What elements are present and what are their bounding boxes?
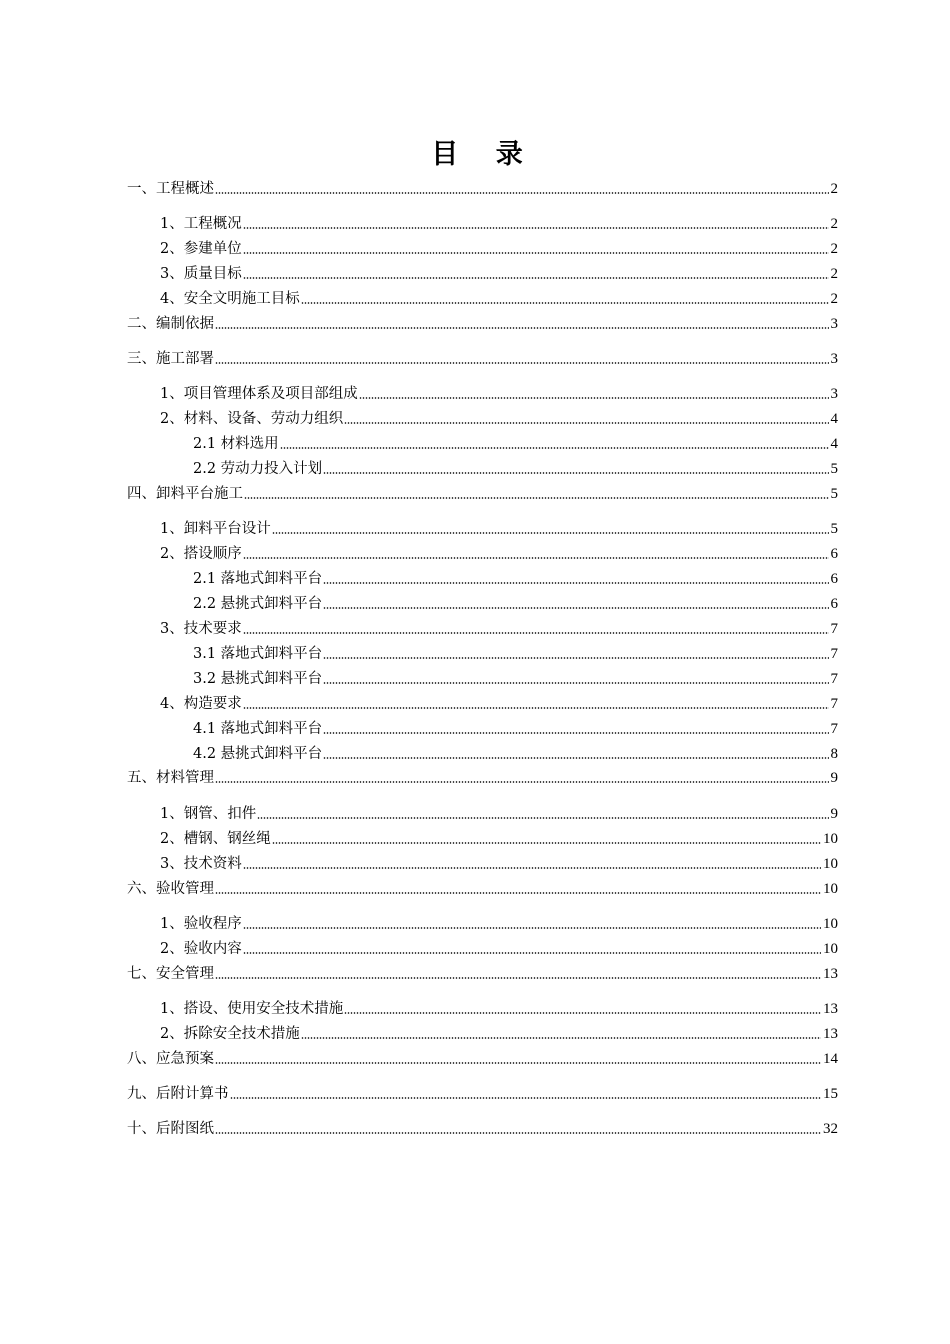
dot-leader	[243, 866, 821, 870]
toc-entry[interactable]	[127, 766, 838, 788]
dot-leader	[215, 191, 829, 195]
toc-entry-label: 4.1 落地式卸料平台	[193, 721, 323, 737]
toc-entry[interactable]	[160, 852, 838, 874]
toc-entry-label: 1、验收程序	[160, 916, 242, 932]
toc-entry[interactable]	[193, 592, 838, 614]
toc-entry-label: 1、钢管、扣件	[160, 806, 257, 822]
toc-title: 目 录	[431, 139, 537, 170]
toc-entry-page: 13	[823, 1026, 838, 1042]
toc-entry[interactable]	[127, 312, 838, 334]
toc-entry-label: 二、编制依据	[127, 316, 214, 332]
dot-leader	[215, 361, 829, 365]
toc-entry[interactable]	[160, 997, 838, 1019]
toc-entry[interactable]	[127, 482, 838, 504]
toc-entry-page: 7	[830, 621, 838, 637]
toc-entry-page: 2	[830, 241, 838, 257]
toc-entry[interactable]	[160, 407, 838, 429]
toc-entry-page: 10	[823, 881, 838, 897]
toc-entry[interactable]	[160, 382, 838, 404]
toc-entry-label: 3、技术资料	[160, 856, 242, 872]
toc-entry[interactable]	[160, 802, 838, 824]
toc-entry-label: 2.2 悬挑式卸料平台	[193, 596, 323, 612]
toc-entry[interactable]	[160, 542, 838, 564]
dot-leader	[280, 446, 829, 450]
toc-entry-page: 6	[830, 546, 838, 562]
dot-leader	[323, 656, 828, 660]
toc-entry-label: 五、材料管理	[127, 770, 214, 786]
toc-entry-label: 3、技术要求	[160, 621, 242, 637]
toc-entry-page: 5	[830, 486, 838, 502]
toc-entry-page: 7	[830, 721, 838, 737]
dot-leader	[323, 756, 828, 760]
toc-entry-label: 2.1 材料选用	[193, 436, 279, 452]
toc-entry-page: 7	[830, 646, 838, 662]
toc-entry-label: 六、验收管理	[127, 881, 214, 897]
dot-leader	[272, 531, 829, 535]
toc-entry-page: 10	[823, 856, 838, 872]
toc-entry-page: 6	[830, 596, 838, 612]
toc-entry-page: 10	[823, 916, 838, 932]
toc-entry[interactable]	[127, 347, 838, 369]
dot-leader	[243, 631, 829, 635]
toc-entry-page: 14	[823, 1051, 838, 1067]
dot-leader	[215, 1131, 821, 1135]
toc-entry-page: 2	[830, 216, 838, 232]
dot-leader	[243, 556, 829, 560]
toc-entry-label: 2、搭设顺序	[160, 546, 242, 562]
toc-entry-page: 4	[830, 411, 838, 427]
toc-entry-label: 2.1 落地式卸料平台	[193, 571, 323, 587]
toc-entry-label: 3、质量目标	[160, 266, 242, 282]
dot-leader	[344, 421, 828, 425]
toc-entry-label: 1、工程概况	[160, 216, 242, 232]
toc-entry-label: 2、验收内容	[160, 941, 242, 957]
toc-entry-label: 4、安全文明施工目标	[160, 291, 300, 307]
dot-leader	[230, 1096, 822, 1100]
toc-entry[interactable]	[160, 937, 838, 959]
toc-entry-page: 2	[830, 291, 838, 307]
toc-entry-page: 9	[830, 770, 838, 786]
dot-leader	[244, 496, 829, 500]
dot-leader	[215, 891, 821, 895]
dot-leader	[323, 606, 828, 610]
toc-entry-label: 八、应急预案	[127, 1051, 214, 1067]
toc-entry[interactable]	[193, 567, 838, 589]
toc-entry-label: 1、项目管理体系及项目部组成	[160, 386, 358, 402]
dot-leader	[301, 1036, 821, 1040]
toc-entry[interactable]	[160, 262, 838, 284]
dot-leader	[215, 780, 829, 784]
toc-entry[interactable]	[160, 912, 838, 934]
toc-entry[interactable]	[127, 177, 838, 199]
dot-leader	[243, 226, 829, 230]
toc-entry[interactable]	[193, 642, 838, 664]
toc-entry[interactable]	[193, 717, 838, 739]
toc-entry[interactable]	[160, 287, 838, 309]
toc-entry-label: 3.2 悬挑式卸料平台	[193, 671, 323, 687]
toc-entry-page: 8	[830, 746, 838, 762]
toc-entry[interactable]	[193, 432, 838, 454]
toc-entry-label: 4.2 悬挑式卸料平台	[193, 746, 323, 762]
dot-leader	[243, 251, 829, 255]
dot-leader	[323, 581, 828, 585]
toc-entry-page: 3	[830, 351, 838, 367]
toc-entry-label: 2.2 劳动力投入计划	[193, 461, 323, 477]
toc-entry-label: 一、工程概述	[127, 181, 214, 197]
toc-entry-page: 6	[830, 571, 838, 587]
toc-entry[interactable]	[160, 692, 838, 714]
toc-entry[interactable]	[127, 1117, 838, 1139]
toc-entry[interactable]	[160, 212, 838, 234]
toc-entry[interactable]	[127, 1047, 838, 1069]
toc-entry[interactable]	[160, 1022, 838, 1044]
toc-entry-page: 2	[830, 181, 838, 197]
toc-entry-label: 2、拆除安全技术措施	[160, 1026, 300, 1042]
dot-leader	[215, 1061, 821, 1065]
toc-entry[interactable]	[160, 237, 838, 259]
toc-entry[interactable]	[127, 877, 838, 899]
dot-leader	[243, 951, 821, 955]
toc-entry[interactable]	[193, 742, 838, 764]
dot-leader	[272, 841, 821, 845]
toc-entry-label: 2、材料、设备、劳动力组织	[160, 411, 344, 427]
toc-entry[interactable]	[160, 617, 838, 639]
toc-entry-page: 15	[823, 1086, 838, 1102]
toc-entry-page: 7	[830, 671, 838, 687]
toc-entry-page: 9	[830, 806, 838, 822]
toc-entry-page: 13	[823, 1001, 838, 1017]
toc-entry-page: 7	[830, 696, 838, 712]
toc-entry-label: 1、搭设、使用安全技术措施	[160, 1001, 344, 1017]
dot-leader	[243, 926, 821, 930]
dot-leader	[359, 396, 829, 400]
toc-entry-page: 13	[823, 966, 838, 982]
dot-leader	[215, 326, 829, 330]
toc-entry[interactable]	[193, 667, 838, 689]
toc-entry[interactable]	[127, 962, 838, 984]
dot-leader	[215, 976, 821, 980]
dot-leader	[243, 276, 829, 280]
dot-leader	[301, 301, 829, 305]
toc-entry-label: 1、卸料平台设计	[160, 521, 271, 537]
toc-entry-page: 10	[823, 941, 838, 957]
toc-entry-label: 七、安全管理	[127, 966, 214, 982]
dot-leader	[323, 731, 828, 735]
toc-entry-label: 2、参建单位	[160, 241, 242, 257]
toc-entry-label: 2、槽钢、钢丝绳	[160, 831, 271, 847]
toc-entry-page: 4	[830, 436, 838, 452]
toc-entry-label: 四、卸料平台施工	[127, 486, 243, 502]
dot-leader	[323, 471, 828, 475]
dot-leader	[344, 1011, 821, 1015]
dot-leader	[243, 706, 829, 710]
toc-entry-page: 2	[830, 266, 838, 282]
toc-entry[interactable]	[193, 457, 838, 479]
toc-entry[interactable]	[160, 827, 838, 849]
toc-entry-label: 3.1 落地式卸料平台	[193, 646, 323, 662]
toc-entry-label: 三、施工部署	[127, 351, 214, 367]
toc-entry-page: 3	[830, 386, 838, 402]
toc-entry-label: 十、后附图纸	[127, 1121, 214, 1137]
toc-entry-page: 10	[823, 831, 838, 847]
toc-entry-label: 4、构造要求	[160, 696, 242, 712]
toc-entry-page: 3	[830, 316, 838, 332]
toc-entry-page: 32	[823, 1121, 838, 1137]
toc-entry[interactable]	[127, 1082, 838, 1104]
dot-leader	[323, 681, 828, 685]
dot-leader	[257, 816, 828, 820]
toc-entry-page: 5	[830, 521, 838, 537]
toc-entry-label: 九、后附计算书	[127, 1086, 229, 1102]
toc-entry-page: 5	[830, 461, 838, 477]
toc-entry[interactable]	[160, 517, 838, 539]
